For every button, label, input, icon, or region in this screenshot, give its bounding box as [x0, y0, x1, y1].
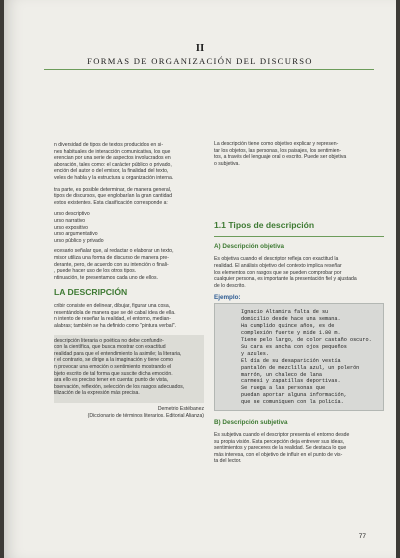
objective-paragraph: Es objetiva cuando el descriptor refleja con exactitud la realidad. El análisis objetivo del contexto implica reseñar los elementos con rasgos que se pueden comprobar por cualquier persona, es importante la presentación fiel y ajustada de lo descrito. — [214, 256, 357, 289]
right-column — [214, 141, 384, 470]
chapter-rule — [44, 69, 374, 70]
discourse-types-list — [54, 211, 204, 244]
page-number: 77 — [358, 533, 366, 540]
description-paragraph: cribir consiste en delinear, dibujar, figurar una cosa, resentándola de manera que se dé cabal idea de ella. n intento de reseñar la realidad, el entorno, median- alabras; también se ha definido como "pintura verbal". — [54, 303, 176, 330]
list-item: urso narrativo — [54, 217, 86, 224]
quote-author: Demetrio Estébanez — [157, 406, 204, 412]
quote-box — [54, 335, 204, 403]
note-paragraph: ecesario señalar que, al redactar o elaborar un texto, misor utiliza una forma de discurso de manera pre- derante, pero, de acuerdo con su intención o finali- , puede hacer uso de los otros tipos. ntinuación, te presentamos cada uno de ellos. — [54, 248, 174, 281]
classification-paragraph: tra parte, es posible determinar, de manera general, tipos de discursos, que englobarían la gran cantidad extos existentes. Esta clasificación corresponde a: — [54, 186, 173, 206]
subsection-title-objective: A) Descripción objetiva — [214, 243, 284, 251]
list-item: urso descriptivo — [54, 211, 90, 218]
left-column — [54, 142, 204, 419]
chapter-title: FORMAS DE ORGANIZACIÓN DEL DISCURSO — [87, 56, 313, 66]
list-item: urso expositivo — [54, 224, 88, 231]
definition-paragraph: La descripción tiene como objetivo explicar y represen- tar los objetos, las personas, los paisajes, los sentimien- tos, a través del lenguaje oral o escrito. Puede ser objetiva o subjetiva. — [214, 141, 347, 167]
example-box: Ignacio Altamira falta de su domicilio desde hace una semana. Ha cumplido quince años, es de complexión fuerte y mide 1.80 m. Tiene pelo largo, de color castaño oscuro. Su cara es ancha con ojos pequeños y azules. El día de su desaparición vestía pantalón de mezclilla azul, un polerón marrón, un chaleco de lana carmesí y zapatillas deportivas. Se ruega a las personas que puedan aportar alguna información, que se comuniquen con la policía. — [214, 303, 384, 411]
subjective-paragraph: Es subjetiva cuando el descriptor presenta el entorno desde su propia visión. Esta percepción deja entrever sus ideas, sentimientos y pareceres de la realidad. Se destaca lo que más interesa, con el objetivo de influir en el punto de vis- ta del lector. — [214, 432, 350, 465]
book-page — [4, 0, 396, 558]
quote-text: descripción literaria o poética no debe confundir- con la científica, que busca mostrar con exactitud realidad para que el entendimiento la asimile; la literaria, r el contrario, se dirige a la imaginación y tiene como n provocar una emoción o sentimiento mostrando el bjeto escrito de tal forma que suscite dicha emoción. ara ello es preciso tener en cuenta: punto de vista, bservación, reflexión, selección de los rasgos adecuados, tilización de la expresión más precisa. — [54, 337, 185, 397]
subsection-title-subjective: B) Descripción subjetiva — [214, 419, 288, 427]
section-title-description: LA DESCRIPCIÓN — [54, 287, 128, 298]
chapter-number: II — [195, 42, 205, 54]
section-rule — [214, 236, 384, 237]
spacer — [214, 172, 384, 214]
section-title-types: 1.1 Tipos de descripción — [214, 220, 315, 231]
intro-paragraph: n diversidad de tipos de textos producidos en si- nes habituales de interacción comunicativa, los que erencian por una serie de aspectos involucrados en aboración, tales como: el carácter público o privado, ención del autor o del emisor, la finalidad del texto, veles de habla y la estructura u organización interna. — [54, 142, 174, 181]
example-label: Ejemplo: — [214, 294, 241, 302]
list-item: urso argumentativo — [54, 231, 98, 238]
quote-source: (Diccionario de términos literarios. Editorial Alianza) — [87, 412, 204, 419]
list-item: urso público y privado — [54, 237, 104, 244]
